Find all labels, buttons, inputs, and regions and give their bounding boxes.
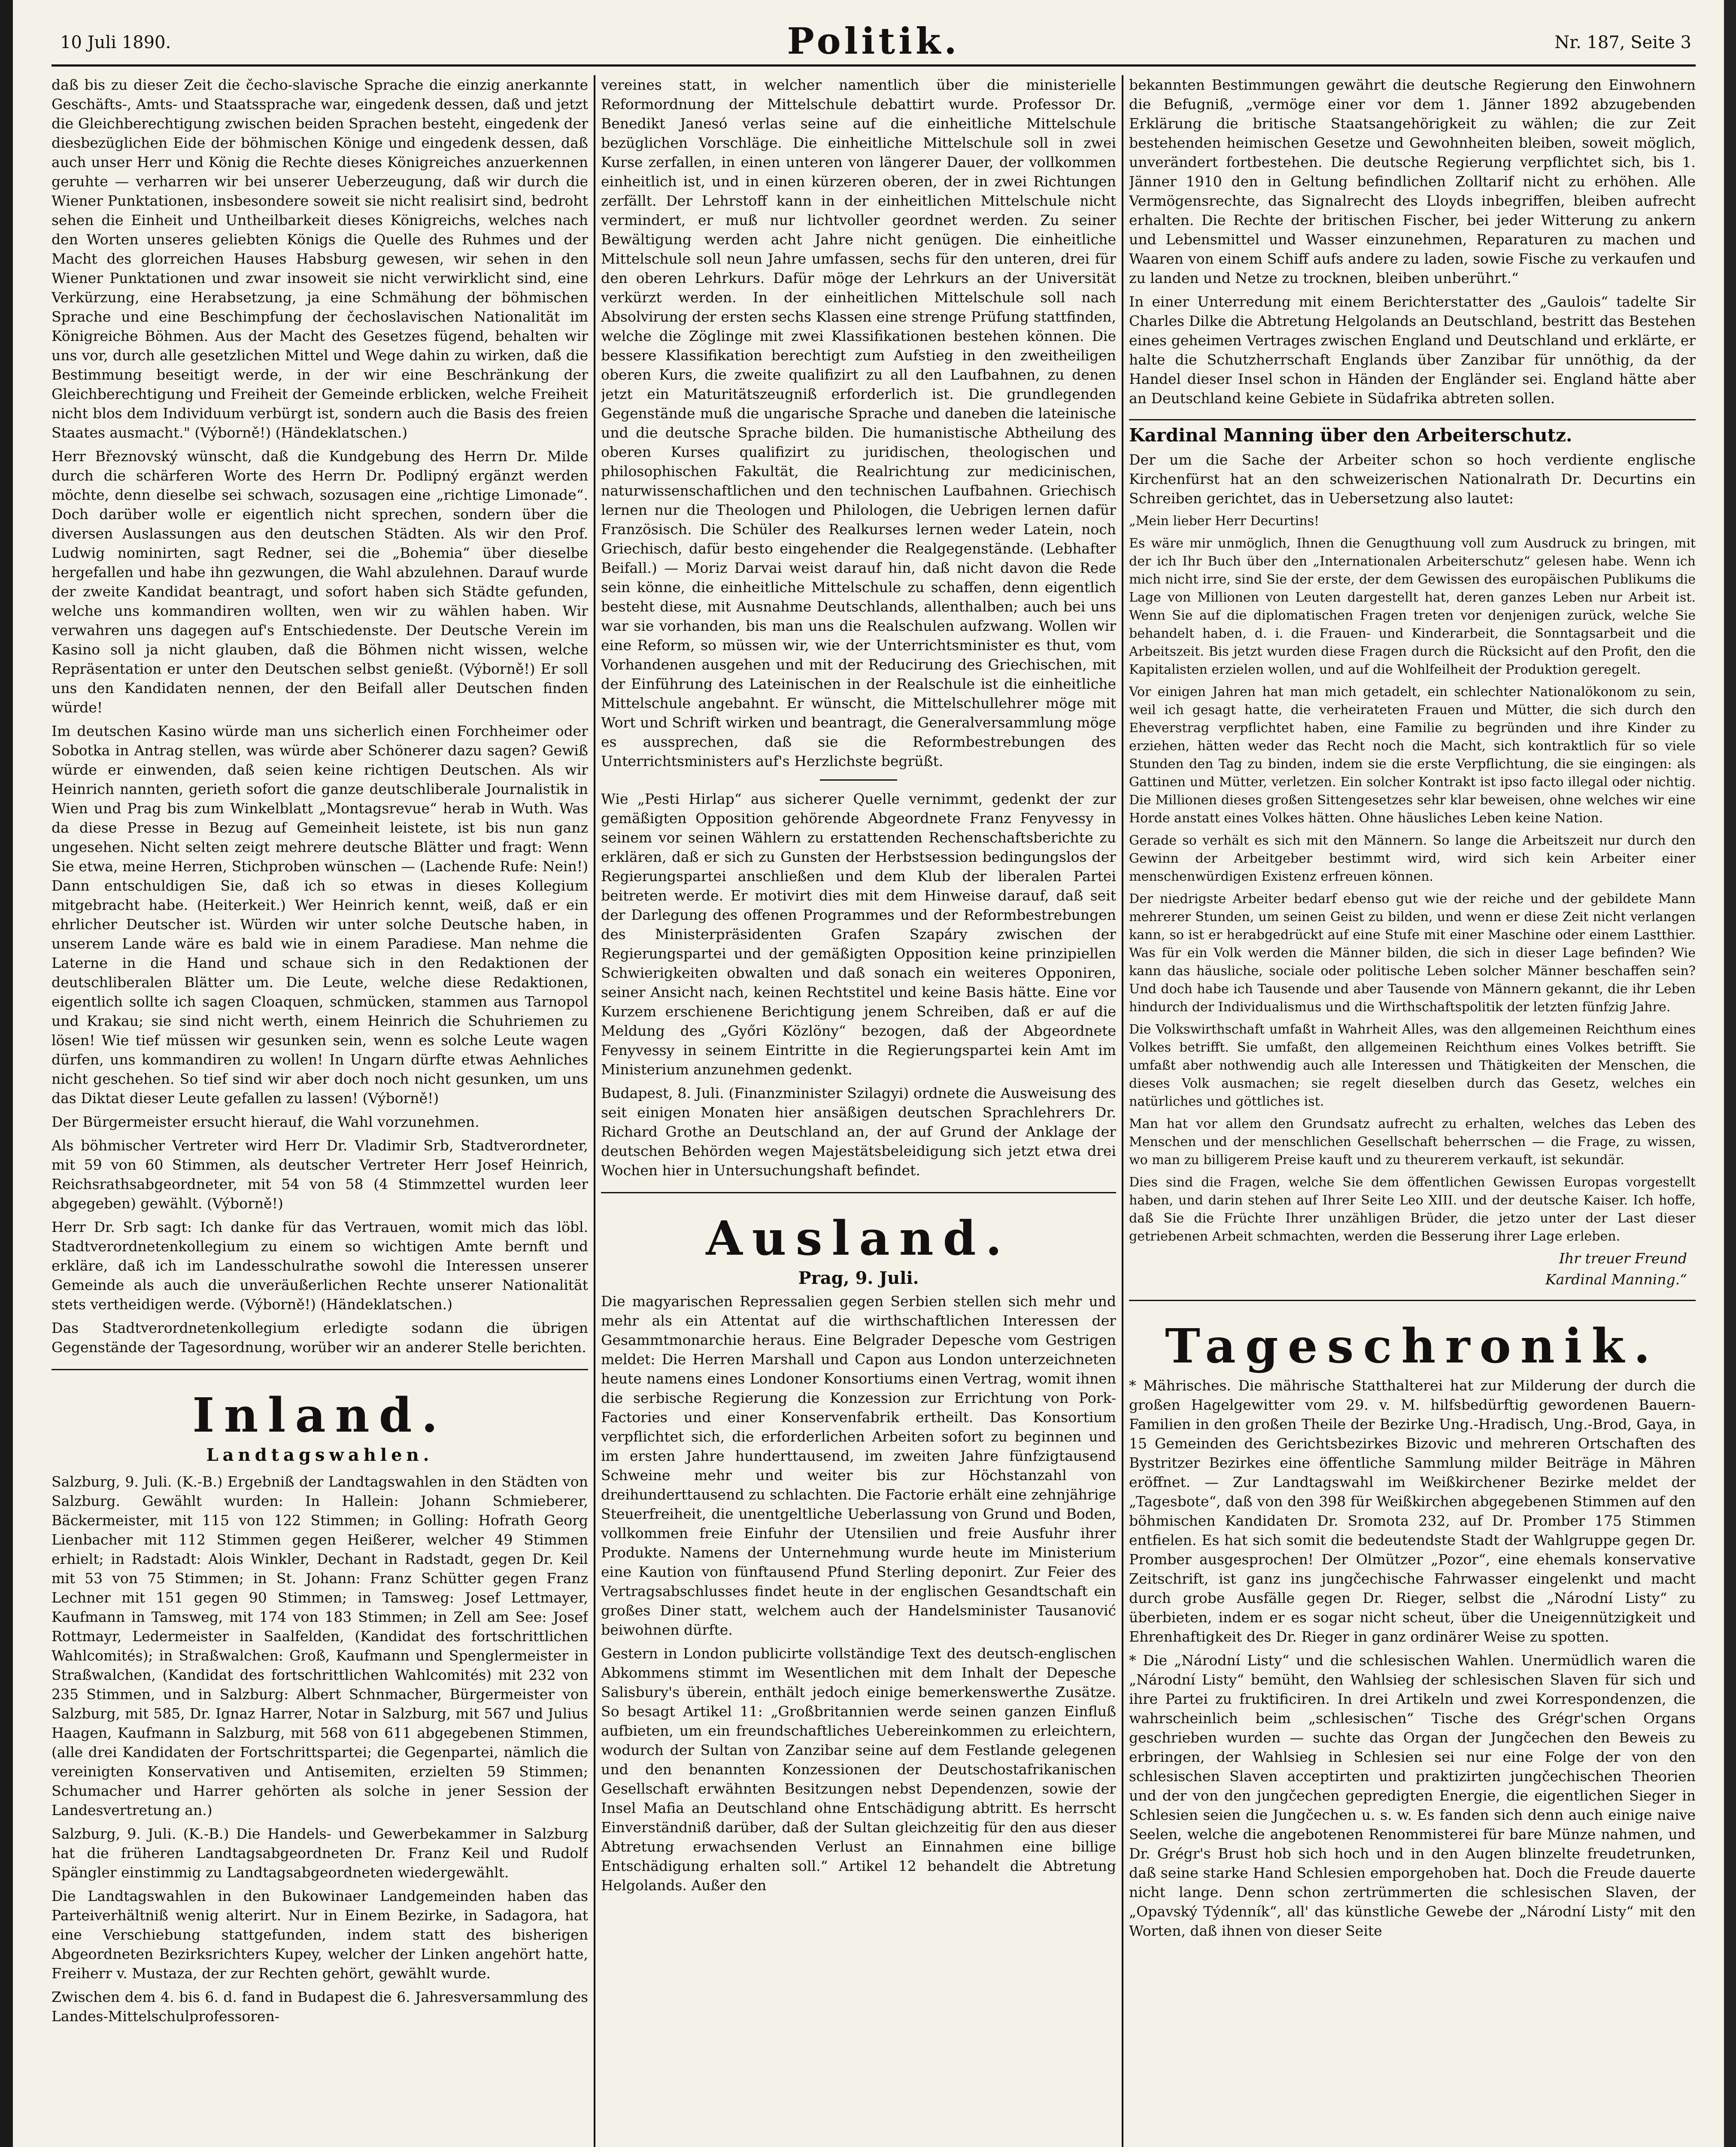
column-3 — [1129, 75, 1696, 2147]
newspaper-title: Politik. — [787, 20, 960, 62]
masthead — [52, 17, 1696, 67]
letter-signature: Kardinal Manning.“ — [1545, 1271, 1687, 1288]
letter-paragraph: Gerade so verhält es sich mit den Männern. So lange die Arbeitszeit nur durch den Gewinn der Arbeitgeber bestimmt wird, wird sich kein Arbeiter einer menschenwürdigen Existenz erfreuen können. — [1129, 833, 1696, 884]
article-paragraph: Der Bürgermeister ersucht hierauf, die Wahl vorzunehmen. — [52, 1113, 480, 1130]
article-paragraph: * Die „Národní Listy“ und die schlesischen Wahlen. Unermüdlich waren die „Národní Listy“ bemüht, den Wahlsieg der schlesischen Slaven für sich und ihre Partei zu fruktificiren. In drei Artikeln und zwei Korrespondenzen, die wahrscheinlich beim „schlesischen“ Tische des Grégr'schen Organs geschrieben wurden — suchte das Organ der Jungčechen den Beweis zu erbringen, der Wahlsieg in Schlesien sei nur eine Folge der von den schlesischen Slaven acceptirten und praktizirten jungčechischen Theorien und der von den jungčechen gepredigten Energie, die eigentlichen Sieger in Schlesien seien die Jungčechen u. s. w. Es fanden sich denn auch einige naive Seelen, welche die angebotenen Renommisterei für bare Münze nahmen, und Dr. Grégr's Brust hob sich hoch und in den Augen blinzelte freudetrunken, daß seine starke Hand Schlesien emporgehoben hat. Doch die Freude dauerte nicht lange. Denn schon zertrümmerten die schlesischen Slaven, der „Opavský Týdenník“, all' das künstliche Gewebe der „Národní Listy“ mit den Worten, daß ihnen von dieser Seite — [1129, 1652, 1696, 1939]
article-paragraph: Als böhmischer Vertreter wird Herr Dr. Vladimir Srb, Stadtverordneter, mit 59 von 60 Stimmen, als deutscher Vertreter Herr Josef Heinrich, Reichsrathsabgeordneter, mit 54 von 58 (4 Stimmzettel wurden leer abgegeben) gewählt. (Výborně!) — [52, 1137, 588, 1212]
letter-paragraph: Vor einigen Jahren hat man mich getadelt, ein schlechter Nationalökonom zu sein, weil ich gesagt hatte, die verheirateten Frauen und Mütter, die sich durch den Eheverstrag verpflichtet haben, eine Familie zu begründen und ihre Kinder zu erziehen, hätten weder das Recht noch die Macht, sich kontraktlich für so viele Stunden den Tag zu binden, indem sie die erste Verpflichtung, die sie eingingen: als Gattinen und Mütter, verletzen. Ein solcher Kontrakt ist ipso facto illegal oder nichtig. Die Millionen dieses großen Sittengesetzes sehr klar beweisen, ohne welches wir eine Horde anstatt eines Volkes hätten. Ohne häusliches Leben keine Nation. — [1129, 684, 1696, 826]
article-paragraph: Wie „Pesti Hirlap“ aus sicherer Quelle vernimmt, gedenkt der zur gemäßigten Opposition gehörende Abgeordnete Franz Fenyvessy in seinem vor seinen Wählern zu erstattenden Rechenschaftsberichte zu erklären, daß er sich zu Gunsten der Herbstsession bedingungslos der Regierungspartei anschließen und dem Klub der liberalen Partei beitreten werde. Er motivirt dies mit dem Hinweise darauf, daß seit der Darlegung des offenen Programmes und der Reformbestrebungen des Ministerpräsidenten Grafen Szapáry zwischen der Regierungspartei und der gemäßigten Opposition keine prinzipiellen Schwierigkeiten obwalten und daß sonach ein weiteres Opponiren, seiner Ansicht nach, keinen Rechtstitel und keine Basis hätte. Eine vor Kurzem erschienene Berichtigung jenem Schreiben, daß er auf die Meldung des „Győri Közlöny“ bezogen, daß der Abgeordnete Fenyvessy in seinem Eintritte in die Regierungspartei kein Amt im Ministerium anzunehmen gedenkt. — [601, 791, 1116, 1078]
article-paragraph: Die magyarischen Repressalien gegen Serbien stellen sich mehr und mehr als ein Attentat auf die wirthschaftlichen Interessen der Gesammtmonarchie heraus. Eine Belgrader Depesche vom Gestrigen meldet: Die Herren Marshall und Capon aus London unterzeichneten heute namens eines Londoner Konsortiums einen Vertrag, womit ihnen die serbische Regierung die Konzession zur Errichtung von Pork-Factories und einer Konservenfabrik ertheilt. Das Konsortium verpflichtet sich, die erforderlichen Arbeiten sofort zu beginnen und im ersten Jahre hunderttausend, im zweiten Jahre fünfzigtausend Schweine mehr und weiter bis zur Höchstanzahl von dreihunderttausend zu schlachten. Die Factorie erhält eine zehnjährige Steuerfreiheit, die unentgeltliche Ueberlassung von Grund und Boden, vollkommen freie Einfuhr der Utensilien und freie Ausfuhr ihrer Produkte. Namens der Unternehmung wurde heute im Ministerium eine Kaution von fünftausend Pfund Sterling deponirt. Zur Feier des Vertragsabschlusses findet heute in der englischen Gesandtschaft ein großes Diner statt, welchem auch der Handelsminister Tausanović beiwohnen dürfte. — [601, 1293, 1116, 1638]
section-heading-tageschronik: Tageschronik. — [1165, 1318, 1660, 1374]
page-number: Nr. 187, Seite 3 — [1554, 33, 1691, 52]
article-paragraph: In einer Unterredung mit einem Berichterstatter des „Gaulois“ tadelte Sir Charles Dilke die Abtretung Helgolands an Deutschland, bestritt das Bestehen eines geheimen Vertrages zwischen England und Deutschland und erklärte, er halte die Schutzherrschaft Englands über Zanzibar für unnöthig, da der Handel dieser Insel schon in Händen der Engländer sei. England hätte aber an Deutschland keine Gebiete in Südafrika abtreten sollen. — [1129, 293, 1696, 407]
article-paragraph: * Mährisches. Die mährische Statthalterei hat zur Milderung der durch die großen Hagelgewitter vom 29. v. M. hilfsbedürftig gewordenen Bauern-Familien in den großen Theile der Bezirke Ung.-Hradisch, Ung.-Brod, Gaya, in 15 Gemeinden des Gerichtsbezirkes Bizovic und mehreren Ortschaften des Bystritzer Bezirkes eine öffentliche Sammlung milder Beiträge in Mähren eröffnet. — Zur Landtagswahl im Weißkirchener Bezirke meldet der „Tagesbote“, daß von den 398 für Weißkirchen abgegebenen Stimmen auf den böhmischen Kandidaten Dr. Sromota 232, auf Dr. Promber 175 Stimmen entfielen. Es hat sich somit die bedeutendste Stadt der Wahlgruppe gegen Dr. Promber ausgesprochen! Der Olmützer „Pozor“, eine ehemals konservative Zeitschrift, ist ganz ins jungčechische Fahrwasser eingelenkt und macht durch grobe Ausfälle gegen Dr. Rieger, selbst die „Národní Listy“ zu überbieten, indem er es sogar nicht scheut, über die Uneigennützigkeit und Ehrenhaftigkeit des Dr. Rieger in ganz ordinärer Weise zu spotten. — [1129, 1377, 1696, 1645]
article-paragraph: Gestern in London publicirte vollständige Text des deutsch-englischen Abkommens stimmt im Wesentlichen mit dem Inhalt der Depesche Salisbury's überein, enthält jedoch einige bemerkenswerthe Zusätze. So besagt Artikel 11: „Großbritannien werde seinen ganzen Einfluß aufbieten, um ein freundschaftliches Uebereinkommen zu erleichtern, wodurch der Sultan von Zanzibar seine auf dem Festlande gelegenen und den benannten Konzessionen der Deutschostafrikanischen Gesellschaft erwähnten Besitzungen nebst Dependenzen, sowie der Insel Mafia an Deutschland ohne Entschädigung abtritt. Es herrscht Einverständniß darüber, daß der Sultan gleichzeitig für den aus dieser Abtretung erwachsenden Verlust an Einnahmen eine billige Entschädigung erhalten soll.“ Artikel 12 behandelt die Abtretung Helgolands. Außer den — [601, 1645, 1116, 1894]
letter-paragraph: Dies sind die Fragen, welche Sie dem öffentlichen Gewissen Europas vorgestellt haben, und darin stehen auf Ihrer Seite Leo XIII. und der deutsche Kaiser. Ich hoffe, daß Sie die Früchte Ihrer unzähligen Brüder, die jetzo unter der Last dieser getriebenen Arbeit schmachten, werden die Besserung ihrer Lage erleben. — [1129, 1175, 1696, 1244]
short-divider — [820, 779, 897, 781]
article-paragraph: Salzburg, 9. Juli. (K.-B.) Ergebniß der Landtagswahlen in den Städten von Salzburg. Gewählt wurden: In Hallein: Johann Schmieberer, Bäckermeister, mit 115 von 122 Stimmen; in Golling: Hofrath Georg Lienbacher mit 112 Stimmen gegen Heißerer, welcher 49 Stimmen erhielt; in Radstadt: Alois Winkler, Dechant in Radstadt, gegen Dr. Keil mit 53 von 75 Stimmen; in St. Johann: Franz Schütter gegen Franz Lechner mit 151 gegen 90 Stimmen; in Tamsweg: Josef Lettmayer, Kaufmann in Tamsweg, mit 174 von 183 Stimmen; in Zell am See: Josef Rottmayr, Ledermeister in Saalfelden, (Kandidat des fortschrittlichen Wahlcomités); in Straßwalchen: Groß, Kaufmann und Spenglermeister in Straßwalchen, (Kandidat des fortschrittlichen Wahlcomités) mit 232 von 235 Stimmen, und in Salzburg: Albert Schnmacher, Bürgermeister von Salzburg, mit 585, Dr. Ignaz Harrer, Notar in Salzburg, mit 567 und Julius Haagen, Kaufmann in Salzburg, mit 568 von 611 abgegebenen Stimmen, (alle drei Kandidaten der Fortschrittspartei; die Gegenpartei, nämlich die vereinigten Konservativen und Antisemiten, erzielten 59 Stimmen; Schumacher und Harrer gehörten als solche in jener Session der Landesvertretung an.) — [52, 1473, 588, 1819]
letter-paragraph: Die Volkswirthschaft umfaßt in Wahrheit Alles, was den allgemeinen Reichthum eines Volkes betrifft. Sie umfaßt, den allgemeinen Reichthum eines Volkes betrifft. Sie umfaßt aber nothwendig auch alle Interessen und Thätigkeiten der Menschen, die dieses Volk ausmachen; sie regelt dieselben durch das Gesetz, welches ein natürliches und göttliches ist. — [1129, 1022, 1696, 1109]
article-paragraph: Herr Březnovský wünscht, daß die Kundgebung des Herrn Dr. Milde durch die schärferen Worte des Herrn Dr. Podlipný ergänzt werden möchte, denn dieselbe sei schwach, sozusagen eine „richtige Limonade“. Doch darüber wolle er eigentlich nicht sprechen, sondern über die diversen Auslassungen aus den deutschen Städten. Als wir den Prof. Ludwig nominirten, sagt Redner, sei die „Bohemia“ über dieselbe hergefallen und habe ihn gezwungen, die Wahl abzulehnen. Darauf wurde der zweite Kandidat beantragt, und sofort haben sich Städte gefunden, welche uns kommandiren wollten, wen wir zu wählen haben. Wir verwahren uns dagegen auf's Entschiedenste. Der Deutsche Verein im Kasino soll ja nicht glauben, daß die Böhmen nicht wissen, welche Repräsentation er unter den Deutschen selbst genießt. (Výborně!) Er soll uns den Kandidaten nennen, der den Beifall aller Deutschen finden würde! — [52, 448, 588, 716]
dateline: Prag, 9. Juli. — [798, 1268, 919, 1288]
letter-paragraph: Der niedrigste Arbeiter bedarf ebenso gut wie der reiche und der gebildete Mann mehrerer Stunden, um seinen Geist zu bilden, und wenn er diese Zeit nicht verlangen kann, so ist er herabgedrückt auf eine Stufe mit einer Maschine oder einem Lastthier. Was für ein Volk werden die Männer bilden, die sich in dieser Lage befinden? Wie kann das häusliche, sociale oder politische Leben solcher Männer beschaffen sein? Und doch habe ich Tausende und aber Tausende von Männern gekannt, die ihr Leben hindurch der Individualismus und die Wirthschaftspolitik der letzten fünfzig Jahre. — [1129, 891, 1696, 1015]
section-divider — [1129, 1300, 1696, 1301]
column-1 — [52, 75, 588, 2147]
article-paragraph: Das Stadtverordnetenkollegium erledigte sodann die übrigen Gegenstände der Tagesordnung, worüber wir an anderer Stelle berichten. — [52, 1320, 588, 1356]
article-paragraph: Budapest, 8. Juli. (Finanzminister Szilagyi) ordnete die Ausweisung des seit einigen Monaten hier ansäßigen deutschen Sprachlehrers Dr. Richard Grothe an Deutschland an, der auf Grund der Anklage der deutschen Behörden wegen Majestätsbeleidigung sich jetzt etwa drei Wochen hier in Untersuchungshaft befindet. — [601, 1085, 1116, 1179]
article-paragraph: Salzburg, 9. Juli. (K.-B.) Die Handels- und Gewerbekammer in Salzburg hat die früheren Landtagsabgeordneten Dr. Franz Keil und Rudolf Spängler einstimmig zu Landtagsabgeordneten wiedergewählt. — [52, 1825, 588, 1881]
section-heading-inland: Inland. — [192, 1387, 447, 1443]
article-paragraph: bekannten Bestimmungen gewährt die deutsche Regierung den Einwohnern die Befugniß, „vermöge einer vor dem 1. Jänner 1892 abzugebenden Erklärung die britische Staatsangehörigkeit zu wählen; die zur Zeit bestehenden heimischen Gesetze und Gewohnheiten bleiben, soweit möglich, unverändert fortbestehen. Die deutsche Regierung verpflichtet sich, bis 1. Jänner 1910 den in Geltung befindlichen Zolltarif nicht zu erhöhen. Alle Vermögensrechte, das Signalrecht des Lloyds inbegriffen, bleiben aufrecht erhalten. Die Rechte der britischen Fischer, bei jeder Witterung zu ankern und Lebensmittel und Wasser einzunehmen, Reparaturen zu machen und Waaren von einem Schiff aufs andere zu laden, sowie Fische zu verkaufen und zu landen und Netze zu trocknen, bleiben unberührt.“ — [1129, 76, 1696, 286]
article-paragraph: Im deutschen Kasino würde man uns sicherlich einen Forchheimer oder Sobotka in Antrag stellen, was würde aber Schönerer dazu sagen? Gewiß würde er einwenden, daß seien keine richtigen Deutschen. Als wir Heinrich nannten, gerieth sofort die ganze deutschliberale Journalistik in Wien und Prag bis zum Winkelblatt „Montagsrevue“ herab in Wuth. Was da diese Presse in Bezug auf Gemeinheit leistete, ist bis nun ganz ungesehen. Nicht selten zeigt mehrere deutsche Blätter und fragt: Wenn Sie etwa, meine Herren, Stichproben wünschen — (Lachende Rufe: Nein!) Dann entschuldigen Sie, daß ich so etwas in dieses Kollegium mitgebracht habe. (Heiterkeit.) Wer Heinrich kennt, weiß, daß er ein ehrlicher Deutscher ist. Würden wir unter solche Deutsche haben, in unserem Lande wäre es bald wie in einem Paradiese. Man nehme die Laterne in die Hand und schaue sich in den Redaktionen der deutschliberalen Blätter um. Die Leute, welche diese Redaktionen, eigentlich sollte ich sagen Cloaquen, schmücken, stammen aus Tarnopol und Krakau; sie sind nicht werth, einem Heinrich die Schuhriemen zu lösen! Wie tief müssen wir gesunken sein, wenn es solche Leute wagen dürfen, uns kommandiren zu wollen! In Ungarn dürfte etwas Aehnliches nicht geschehen. So tief sind wir aber doch noch nicht gesunken, um uns das Diktat dieser Leute gefallen zu lassen! (Výborně!) — [52, 723, 588, 1107]
article-paragraph: Die Landtagswahlen in den Bukowinaer Landgemeinden haben das Parteiverhältniß wenig alterirt. Nur in Einem Bezirke, in Sadagora, hat eine Verschiebung stattgefunden, indem statt des bisherigen Abgeordneten Bezirksrichters Kupey, welcher der Linken angehört hatte, Freiherr v. Mustaza, der zur Rechten gehört, gewählt wurde. — [52, 1888, 588, 1982]
scan-edge-left — [0, 0, 13, 2147]
article-paragraph: Der um die Sache der Arbeiter schon so hoch verdiente englische Kirchenfürst hat an den schweizerischen Nationalrath Dr. Decurtins ein Schreiben gerichtet, das in Uebersetzung also lautet: — [1129, 451, 1696, 507]
column-rule-1 — [594, 75, 595, 2147]
section-divider — [601, 1192, 1116, 1193]
column-rule-2 — [1122, 75, 1123, 2147]
subheading-landtagswahlen: Landtagswahlen. — [206, 1445, 434, 1465]
article-paragraph: Herr Dr. Srb sagt: Ich danke für das Vertrauen, womit mich das löbl. Stadtverordnetenkollegium zu einem so wichtigen Amte bernft und erkläre, daß ich im Landesschulrathe sowohl die Interessen unserer Gemeinde als auch die unveräußerlichen Rechte unserer Nationalität stets vertheidigen werde. (Výborně!) (Händeklatschen.) — [52, 1219, 588, 1313]
issue-date: 10 Juli 1890. — [60, 33, 171, 52]
letter-paragraph: Es wäre mir unmöglich, Ihnen die Genugthuung voll zum Ausdruck zu bringen, mit der ich Ihr Buch über den „Internationalen Arbeiterschutz“ gelesen habe. Wenn ich mich nicht irre, sind Sie der erste, der dem Gewissen des europäischen Publikums die Lage von Millionen von Leuten dargestellt hat, deren ganzes Leben nur Arbeit ist. Wenn Sie auf die diplomatischen Fragen treten vor denjenigen zurück, welche Sie behandelt haben, d. i. die Frauen- und Kinderarbeit, die Sonntagsarbeit und die Arbeitszeit. Bis jetzt wurden diese Fragen durch die Rücksicht auf den Profit, den die Kapitalisten erzielen wollen, und auf die Wohlfeilheit der Produktion geregelt. — [1129, 536, 1696, 677]
scan-edge-right — [1724, 0, 1736, 2147]
letter-closing: Ihr treuer Freund — [1559, 1250, 1687, 1267]
section-divider — [52, 1369, 588, 1370]
letter-salutation: „Mein lieber Herr Decurtins! — [1129, 514, 1320, 529]
article-heading-manning: Kardinal Manning über den Arbeiterschutz. — [1129, 419, 1696, 446]
article-paragraph: daß bis zu dieser Zeit die čecho-slavische Sprache die einzig anerkannte Geschäfts-, Amts- und Staatssprache war, eingedenk dessen, daß und jetzt die Gleichberechtigung zwischen beiden Sprachen besteht, eingedenk der diesbezüglichen Eide der böhmischen Könige und eingedenk dessen, daß auch unser Herr und König die Rechte dieses Königreiches anzuerkennen geruhte — verharren wir bei unserer Ueberzeugung, daß wir durch die Wiener Punktationen, insbesondere soweit sie nicht realisirt sind, bedroht sehen die Einheit und Untheilbarkeit dieses Königreichs, welches nach den Worten unseres geliebten Königs die Quelle des Ruhmes und der Macht des glorreichen Hauses Habsburg gewesen, wir sehen in den Wiener Punktationen und zwar insoweit sie nicht verwirklicht sind, eine Verkürzung, eine Herabsetzung, ja eine Schmähung der böhmischen Sprache und eine Beschimpfung der čechoslavischen Nationalität im Königreiche Böhmen. Aus der Macht des Gesetzes fügend, behalten wir uns vor, durch alle gesetzlichen Mittel und Wege dahin zu wirken, daß die Bestimmung beseitigt werde, in der wir eine Beschränkung der Gleichberechtigung und Freiheit der Gemeinde erblicken, welche Freiheit nicht blos dem Individuum verbürgt ist, sondern auch die Basis des freien Staates ausmacht." (Výborně!) (Händeklatschen.) — [52, 76, 588, 441]
section-heading-ausland: Ausland. — [706, 1210, 1011, 1266]
article-paragraph: Zwischen dem 4. bis 6. d. fand in Budapest die 6. Jahresversammlung des Landes-Mittelschulprofessoren- — [52, 1989, 588, 2025]
letter-paragraph: Man hat vor allem den Grundsatz aufrecht zu erhalten, welches das Leben des Menschen und der menschlichen Gesellschaft beherrschen — die Frage, zu wissen, wo man zu billigerem Preise kauft und zu theurerem verkauft, ist sekundär. — [1129, 1116, 1696, 1168]
column-2 — [601, 75, 1116, 2147]
article-paragraph: vereines statt, in welcher namentlich über die ministerielle Reformordnung der Mittelschule debattirt wurde. Professor Dr. Benedikt Janesó verlas seine auf die einheitliche Mittelschule bezüglichen Vorschläge. Die einheitliche Mittelschule soll in zwei Kurse zerfallen, in einen unteren von längerer Dauer, der vollkommen einheitlich ist, und in einen kürzeren oberen, der in zwei Richtungen zerfällt. Der Lehrstoff kann in der einheitlichen Mittelschule nicht vermindert, er muß nur lichtvoller geordnet werden. Zu seiner Bewältigung werden acht Jahre nicht genügen. Die einheitliche Mittelschule soll neun Jahre umfassen, sechs für den unteren, drei für den oberen Lehrkurs. Dafür möge der Lehrkurs an der Universität verkürzt werden. In der einheitlichen Mittelschule soll nach Absolvirung der ersten sechs Klassen eine strenge Prüfung stattfinden, welche die Zöglinge mit zwei Klassifikationen bestehen können. Die bessere Klassifikation berechtigt zum Aufstieg in den zweitheiligen oberen Kurs, die zweite qualifizirt zu all den Laufbahnen, zu denen jetzt ein Maturitätszeugniß erforderlich ist. Die grundlegenden Gegenstände muß die ungarische Sprache und daneben die lateinische und die deutsche Sprache bilden. Die humanistische Abtheilung des oberen Kurses qualifizirt zu juridischen, theologischen und philosophischen Fakultät, die Realrichtung zur medicinischen, naturwissenschaftlichen und den technischen Laufbahnen. Griechisch lernen nur die Theologen und Philologen, die Uebrigen lernen dafür Französisch. Die Schüler des Realkurses lernen weder Latein, noch Griechisch, dafür besto eingehender die Realgegenstände. (Lebhafter Beifall.) — Moriz Darvai weist darauf hin, daß nicht davon die Rede sein könne, die einheitliche Mittelschule zu schaffen, denn eigentlich besteht diese, mit Ausnahme Deutschlands, allenthalben; auch bei uns war sie vorhanden, bis man uns die Realschulen aufzwang. Wollen wir eine Reform, so müssen wir, wie der Unterrichtsminister es thut, vom Vorhandenen ausgehen und mit der Reducirung des Griechischen, mit der Einführung des Lateinischen in der Realschule ist die einheitliche Mittelschule angebahnt. Er wünscht, die Mittelschullehrer möge mit Wort und Schrift wirken und beantragt, die Generalversammlung möge es aussprechen, daß sie die Reformbestrebungen des Unterrichtsministers auf's Herzlichste begrüßt. — [601, 76, 1116, 769]
